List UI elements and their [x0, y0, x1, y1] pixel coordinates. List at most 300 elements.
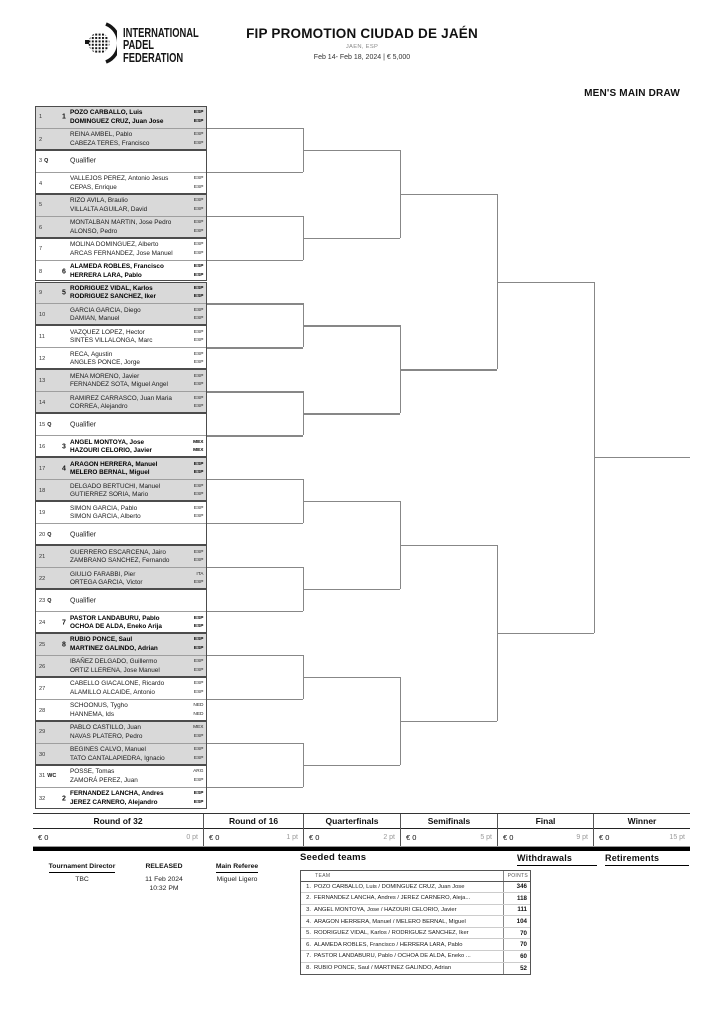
entry-player-names	[70, 219, 171, 236]
round-column-label: Round of 16	[204, 814, 303, 829]
bracket-connector-line	[207, 523, 303, 524]
player-name: ORTEGA GARCIA, Victor	[70, 579, 143, 587]
entry-nationalities	[194, 373, 204, 390]
entry-position	[39, 788, 45, 810]
entry-nationalities	[194, 351, 204, 368]
seeded-team-row	[301, 905, 530, 917]
entry-player-names	[70, 768, 138, 785]
bracket-connector-line	[400, 545, 497, 546]
entry-number: 32	[39, 795, 46, 802]
entry-position	[39, 392, 45, 414]
seeded-team-points: 346	[503, 882, 530, 893]
entry-nationalities	[193, 768, 203, 785]
round-column-label: Quarterfinals	[304, 814, 400, 829]
bracket-connector-line	[207, 216, 303, 217]
seeded-teams-header-row	[301, 871, 530, 882]
player-nationality: MEX	[193, 448, 204, 454]
seeded-team-row	[301, 916, 530, 928]
player-name: VALLEJOS PEREZ, Antonio Jesus	[70, 175, 169, 182]
player-name: GARCIA GARCIA, Diego	[70, 306, 141, 314]
entry-seed-number: 4	[62, 465, 66, 473]
entry-number: 18	[39, 488, 46, 495]
bracket-entry-row	[36, 326, 206, 348]
entry-player-names	[70, 329, 152, 346]
entry-number: 11	[39, 333, 45, 340]
player-name: RODRIGUEZ SANCHEZ, Iker	[70, 293, 156, 301]
bracket-connector-line	[207, 391, 303, 392]
player-name: FERNANDEZ SOTA, Miguel Angel	[70, 381, 168, 389]
entry-player-names	[70, 702, 128, 719]
player-name: TATO CANTALAPIEDRA, Ignacio	[70, 754, 165, 762]
round-points: 2 pt	[383, 834, 395, 841]
entry-number: 9	[39, 289, 43, 296]
bracket-pair-box	[35, 325, 207, 369]
player-nationality: ESP	[193, 505, 204, 511]
player-nationality: ESP	[193, 294, 204, 300]
entry-nationalities	[194, 615, 204, 632]
player-name: HANNEMA, Ids	[70, 711, 115, 718]
player-name: SINTES VILLALONGA, Marc	[70, 337, 153, 345]
round-column-semifinals	[400, 814, 497, 846]
player-nationality: ARG	[193, 769, 204, 775]
seeded-team-row	[301, 963, 530, 975]
bracket-entry-row	[36, 590, 206, 612]
player-nationality: ESP	[193, 118, 204, 124]
bracket-connector-line	[303, 150, 401, 151]
player-nationality: ESP	[193, 615, 204, 621]
entry-number: 19	[39, 509, 46, 516]
entry-position	[39, 590, 51, 611]
entry-nationalities	[193, 439, 203, 456]
player-name: VILLALTA AGUILAR, David	[70, 205, 148, 213]
bracket-connector-line	[400, 721, 497, 722]
bracket-entry-row	[36, 239, 206, 261]
bracket-entry-row	[36, 480, 206, 502]
seeded-team-points: 70	[503, 939, 530, 950]
entry-position	[39, 634, 45, 655]
bracket-connector-line	[207, 699, 303, 700]
retirements-heading: Retirements	[605, 853, 689, 866]
bracket-entry-row	[36, 370, 206, 392]
bracket-entry-row	[36, 414, 206, 436]
player-name: RIZO AVILA, Braulio	[70, 196, 128, 204]
player-name: POZO CARBALLO, Luis	[70, 109, 143, 117]
entry-number: 14	[39, 400, 46, 407]
bracket-connector-line	[594, 457, 691, 458]
entry-position	[39, 239, 42, 260]
entry-player-names	[70, 373, 168, 390]
seeded-team-rank: 2.	[306, 895, 311, 902]
entry-position	[39, 283, 42, 304]
player-nationality: ESP	[193, 184, 204, 190]
entry-number: 12	[39, 356, 46, 363]
seeded-team-names: ARAGON HERRERA, Manuel / MELERO BERNAL, Miguel	[314, 918, 466, 925]
entry-tag: Q	[47, 597, 52, 604]
player-name: ARAGON HERRERA, Manuel	[70, 460, 158, 468]
seeds-points-column-header: POINTS	[503, 871, 530, 881]
entry-nationalities	[194, 109, 204, 126]
player-nationality: ESP	[193, 360, 204, 366]
withdrawals-heading: Withdrawals	[517, 853, 597, 866]
bracket-pair-box	[35, 677, 207, 721]
player-nationality: ESP	[193, 395, 204, 401]
entry-number: 10	[39, 312, 46, 319]
bracket-connector-line	[207, 479, 303, 480]
seeded-team-rank: 3.	[306, 906, 311, 913]
bracket-pair-box	[35, 106, 207, 150]
player-nationality: ESP	[193, 338, 204, 344]
bracket-entry-row	[36, 436, 206, 458]
entry-nationalities	[194, 571, 204, 588]
player-nationality: ESP	[193, 690, 204, 696]
player-nationality: ESP	[193, 681, 204, 687]
entry-player-names	[70, 658, 160, 675]
player-name: ORTIZ LLERENA, Jose Manuel	[70, 667, 160, 675]
seeded-team-points: 52	[503, 963, 530, 975]
seeds-team-column-header: TEAM	[315, 872, 331, 879]
player-name: VAZQUEZ LOPEZ, Hector	[70, 328, 145, 336]
bracket-connector-line	[207, 347, 303, 348]
bracket-pair-box	[35, 282, 207, 326]
entry-player-names	[70, 439, 152, 456]
entry-player-names	[70, 636, 158, 653]
round-column-values	[33, 829, 203, 846]
player-nationality: ESP	[193, 176, 204, 181]
entry-player-names	[70, 571, 143, 588]
player-nationality: ESP	[193, 624, 204, 630]
entry-seed-number: 5	[62, 289, 66, 297]
player-name: SCHOONUS, Tygho	[70, 702, 128, 710]
bracket-connector-line	[497, 282, 594, 283]
entry-nationalities	[194, 658, 204, 675]
player-nationality: MEX	[193, 439, 204, 445]
entry-player-names	[70, 505, 141, 522]
entry-nationalities	[193, 702, 203, 719]
player-name: RUBIO PONCE, Saul	[70, 636, 133, 644]
player-nationality: ESP	[193, 637, 204, 643]
entry-nationalities	[194, 285, 204, 302]
player-name: DAMIAN, Manuel	[70, 315, 120, 323]
player-name: CABELLO GIACALONE, Ricardo	[70, 680, 165, 688]
player-nationality: ESP	[193, 250, 204, 256]
player-nationality: ESP	[193, 492, 204, 498]
player-name: RECA, Agustin	[70, 350, 113, 358]
round-points: 9 pt	[576, 834, 588, 841]
entry-nationalities	[194, 241, 204, 258]
player-name: MONTALBAN MARTIN, Jose Pedro	[70, 218, 172, 226]
seeded-teams-title: Seeded teams	[300, 852, 367, 863]
round-column-label: Final	[498, 814, 593, 829]
bracket-entry-row	[36, 107, 206, 129]
entry-nationalities	[194, 461, 204, 478]
bracket-entry-row	[36, 348, 206, 370]
bracket-connector-line	[400, 194, 497, 195]
entry-seed-number: 6	[62, 268, 66, 275]
seeded-team-names: FERNANDEZ LANCHA, Andres / JEREZ CARNERO, Aleja...	[314, 895, 471, 902]
bracket-connector-line	[207, 611, 303, 612]
seeded-team-names: RODRIGUEZ VIDAL, Karlos / RODRIGUEZ SANCHEZ, Iker	[314, 930, 469, 937]
player-nationality: NED	[193, 712, 204, 717]
player-name: ALAMILLO ALCAIDE, Antonio	[70, 689, 155, 697]
round-column-quarterfinals	[303, 814, 400, 846]
player-name: NAVAS PLATERO, Pedro	[70, 732, 143, 740]
player-nationality: MEX	[193, 725, 204, 731]
seeded-team-row	[301, 893, 530, 905]
player-nationality: ESP	[193, 799, 204, 805]
entry-nationalities	[194, 746, 204, 763]
tournament-director-value: TBC	[75, 875, 89, 883]
player-nationality: ESP	[193, 285, 204, 291]
bracket-pair-box	[35, 765, 207, 809]
entry-player-names	[70, 263, 164, 280]
player-name: REINA AMBEL, Pablo	[70, 131, 133, 139]
player-nationality: ESP	[193, 483, 204, 489]
bracket-connector-line	[207, 655, 303, 656]
seeded-team-names: ANGEL MONTOYA, Jose / HAZOURI CELORIO, Javier	[314, 906, 457, 913]
player-nationality: ESP	[193, 206, 204, 212]
entry-position	[39, 414, 51, 435]
round-column-label: Winner	[594, 814, 690, 829]
player-name: FERNANDEZ LANCHA, Andres	[70, 790, 164, 798]
main-referee-label: Main Referee	[216, 863, 258, 873]
player-nationality: ESP	[193, 307, 204, 313]
bracket-entry-row	[36, 700, 206, 722]
bracket-pair-box	[35, 633, 207, 677]
player-nationality: ESP	[193, 777, 204, 783]
player-nationality: ESP	[193, 241, 204, 247]
player-name: RAMIREZ CARRASCO, Juan Maria	[70, 394, 172, 402]
round-column-label: Round of 32	[33, 814, 203, 829]
bracket-entry-row	[36, 304, 206, 326]
entry-nationalities	[194, 197, 204, 214]
entry-number: 23	[39, 597, 46, 604]
ipf-logo-text: INTERNATIONAL PADEL FEDERATION	[123, 24, 199, 65]
entry-player-names	[70, 724, 142, 741]
bracket-entry-row	[36, 524, 206, 546]
bracket-entry-row	[36, 612, 206, 634]
entry-number: 27	[39, 685, 46, 692]
entry-number: 1	[39, 114, 43, 121]
entry-position	[39, 261, 42, 283]
player-name: ZAMORÁ PEREZ, Juan	[70, 776, 138, 784]
entry-position	[39, 568, 45, 590]
bracket-entry-row	[36, 788, 206, 810]
bracket-connector-line	[207, 128, 303, 129]
entry-position	[39, 766, 56, 787]
bracket-pair-box	[35, 194, 207, 238]
player-nationality: ESP	[193, 329, 204, 335]
entry-position	[39, 502, 45, 523]
round-column-round-of-32	[33, 814, 203, 846]
entry-position	[39, 524, 51, 546]
seeded-team-rank: 6.	[306, 941, 311, 948]
bracket-entry-row	[36, 722, 206, 744]
qualifier-label: Qualifier	[70, 421, 97, 429]
player-nationality: ESP	[193, 351, 204, 357]
player-name: GUTIERREZ SORIA, Mario	[70, 491, 149, 499]
released-time: 10:32 PM	[149, 885, 179, 892]
bracket-entry-row	[36, 744, 206, 766]
entry-nationalities	[194, 219, 204, 236]
entry-position	[39, 480, 45, 502]
entry-position	[39, 217, 42, 239]
bracket-entry-row	[36, 546, 206, 568]
round-column-winner	[593, 814, 690, 846]
entry-player-names	[70, 395, 172, 412]
entry-number: 30	[39, 751, 46, 758]
entry-seed-number: 3	[62, 443, 66, 451]
qualifier-label: Qualifier	[70, 597, 97, 605]
bracket-entry-row	[36, 656, 206, 678]
entry-number: 20	[39, 532, 46, 539]
entry-nationalities	[194, 680, 204, 697]
entry-position	[39, 348, 45, 370]
bracket-connector-line	[303, 677, 401, 678]
entry-nationalities	[193, 724, 203, 741]
bracket-entry-row	[36, 129, 206, 151]
bracket-entry-row	[36, 458, 206, 480]
player-nationality: ESP	[193, 382, 204, 388]
released-date: 11 Feb 2024	[145, 875, 183, 883]
round-column-values	[594, 829, 690, 846]
player-nationality: ESP	[193, 755, 204, 761]
entry-position	[39, 656, 45, 678]
entry-player-names	[70, 197, 147, 214]
entry-seed-number: 1	[62, 113, 66, 121]
entry-number: 3	[39, 158, 43, 165]
entry-seed-number: 2	[62, 795, 66, 803]
qualifier-label: Qualifier	[70, 157, 97, 165]
player-name: IBAÑEZ DELGADO, Guillermo	[70, 658, 158, 666]
round-points: 5 pt	[480, 834, 492, 841]
entry-nationalities	[194, 549, 204, 566]
bracket-entry-row	[36, 151, 206, 173]
bracket-entry-row	[36, 502, 206, 524]
entry-number: 24	[39, 620, 46, 627]
entry-player-names	[70, 131, 149, 148]
player-nationality: ESP	[193, 373, 204, 379]
entry-number: 5	[39, 202, 43, 209]
seeded-team-row	[301, 939, 530, 951]
main-referee-block	[197, 855, 277, 883]
entry-position	[39, 744, 45, 766]
player-name: MENA MORENO, Javier	[70, 372, 140, 380]
bracket-entry-row	[36, 392, 206, 414]
event-location: JAEN, ESP	[345, 44, 379, 50]
player-name: SIMON GARCIA, Pablo	[70, 504, 138, 512]
bracket-pair-box	[35, 589, 207, 633]
player-nationality: ESP	[193, 197, 204, 203]
bracket-connector-line	[207, 303, 303, 304]
seeded-team-rank: 5.	[306, 930, 311, 937]
bracket-connector-line	[303, 589, 401, 590]
entry-position	[39, 151, 48, 172]
player-nationality: ESP	[193, 132, 204, 138]
bracket-connector-line	[207, 435, 303, 436]
entry-number: 31	[39, 773, 46, 780]
player-nationality: ESP	[193, 733, 204, 739]
entry-nationalities	[194, 263, 204, 280]
player-nationality: ESP	[193, 470, 204, 476]
entry-number: 8	[39, 268, 43, 275]
player-name: CORREA, Alejandro	[70, 403, 128, 411]
player-name: ARCAS FERNANDEZ, Jose Manuel	[70, 249, 173, 257]
player-nationality: ESP	[193, 219, 204, 225]
player-nationality: ESP	[193, 140, 204, 146]
player-name: SIMON GARCIA, Alberto	[70, 513, 141, 521]
entry-tag: Q	[47, 421, 52, 428]
seeded-team-row	[301, 951, 530, 963]
entry-player-names	[70, 461, 157, 478]
entry-number: 29	[39, 729, 46, 736]
entry-position	[39, 436, 45, 458]
seeded-team-rank: 4.	[306, 918, 311, 925]
entry-position	[39, 678, 45, 699]
player-name: RODRIGUEZ VIDAL, Karlos	[70, 284, 153, 292]
player-nationality: ESP	[193, 646, 204, 652]
entry-number: 13	[39, 377, 46, 384]
rounds-prize-bar	[33, 813, 690, 847]
player-name: HAZOURI CELORIO, Javier	[70, 447, 153, 455]
entry-position	[39, 612, 45, 634]
entry-nationalities	[194, 131, 204, 148]
event-dates-prize: Feb 14- Feb 18, 2024 | € 5,000	[313, 54, 411, 61]
entry-nationalities	[194, 505, 204, 522]
entry-number: 26	[39, 664, 46, 671]
bracket-entry-row	[36, 217, 206, 239]
player-name: PABLO CASTILLO, Juan	[70, 724, 141, 732]
player-nationality: ESP	[193, 263, 204, 269]
bracket-connector-line	[303, 501, 401, 502]
entry-seed-number: 7	[62, 619, 66, 627]
player-name: ALONSO, Pedro	[70, 227, 118, 235]
entry-player-names	[70, 175, 168, 192]
round-points: 1 pt	[286, 834, 298, 841]
player-name: ANGLES PONCE, Jorge	[70, 359, 140, 367]
player-name: MELERO BERNAL, Miguel	[70, 469, 150, 477]
entry-position	[39, 304, 45, 326]
bracket-entry-row	[36, 173, 206, 195]
bracket-pair-box	[35, 457, 207, 501]
entry-player-names	[70, 285, 156, 302]
bracket-pair-box	[35, 501, 207, 545]
entry-number: 22	[39, 576, 46, 583]
seeded-team-row	[301, 882, 530, 894]
round-column-values	[204, 829, 303, 846]
player-nationality: ESP	[193, 272, 204, 278]
entry-nationalities	[194, 790, 204, 807]
bracket-pair-box	[35, 369, 207, 413]
bracket-pair-box	[35, 721, 207, 765]
seeded-team-points: 111	[503, 905, 530, 916]
player-nationality: ESP	[193, 549, 204, 555]
bracket-entry-row	[36, 766, 206, 788]
round-prize-money: € 0	[209, 833, 220, 842]
player-name: JEREZ CARNERO, Alejandro	[70, 798, 158, 806]
seeded-team-points: 118	[503, 893, 530, 904]
bracket-pair-box	[35, 150, 207, 194]
player-nationality: ESP	[193, 580, 204, 586]
player-nationality: ESP	[193, 668, 204, 674]
seeded-teams-table	[300, 870, 531, 975]
bracket-pair-box	[35, 413, 207, 457]
event-title: FIP PROMOTION CIUDAD DE JAÉN	[246, 26, 478, 41]
player-nationality: ESP	[193, 558, 204, 564]
entry-position	[39, 700, 45, 722]
entry-number: 6	[39, 224, 43, 231]
footer-divider	[33, 847, 690, 851]
bracket-connector-line	[400, 369, 497, 370]
